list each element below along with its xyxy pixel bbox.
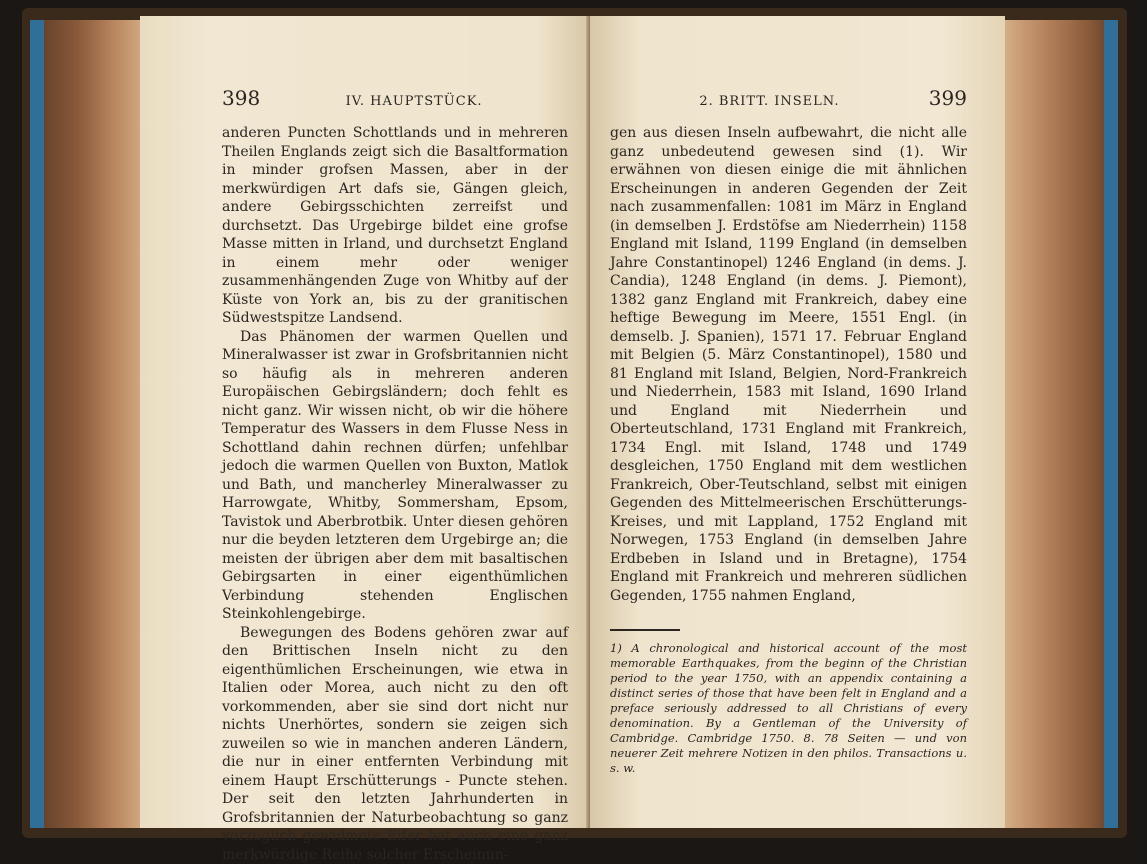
page-edges-left — [30, 20, 150, 828]
left-running-head: IV. HAUPTSTÜCK. — [346, 94, 483, 109]
left-page — [140, 16, 590, 828]
right-page — [590, 16, 1005, 828]
footnote — [610, 641, 967, 776]
page-edges-right — [1000, 20, 1118, 828]
right-page-text — [610, 124, 967, 605]
right-running-head: 2. BRITT. INSELN. — [699, 94, 839, 109]
left-page-number: 398 — [222, 86, 260, 110]
right-page-header — [610, 86, 967, 110]
paragraph: Bewegungen des Bodens gehören zwar auf den Brittischen Inseln nicht zu den eigenthümlichen Erscheinungen, wie etwa in Italien oder Morea, auch nicht zu den oft vorkommenden, aber sie sind dort nicht nur nichts Unerhörtes, sondern sie zeigen sich zuweilen so wie in manchen anderen Ländern, die nur in einer entfernten Verbindung mit einem Haupt Erschütterungs - Puncte stehen. Der seit den letzten Jahrhunderten in Grofsbritannien der Naturbeobachtung so ganz vorzüglich gewidmete Eifer hat auch eine ganz merkwürdige Reihe solcher Erscheinun- — [222, 624, 568, 864]
footnote-rule — [610, 629, 680, 631]
footnote-text: 1) A chronological and historical account of the most memorable Earthquakes, from the beginn of the Christian period to the year 1750, with an appendix containing a distinct series of those that have been felt in England and a preface seriously addressed to all Christians of every denomination. By a Gentleman of the University of Cambridge. Cambridge 1750. 8. 78 Seiten — und von neuerer Zeit mehrere Notizen in den philos. Transactions u. s. w. — [610, 641, 967, 776]
right-page-number: 399 — [929, 86, 967, 110]
paragraph: gen aus diesen Inseln aufbewahrt, die nicht alle ganz unbedeutend gewesen sind (1). Wir erwähnen von diesen einige die mit ähnlichen Erscheinungen in anderen Gegenden der Zeit nach zusammenfallen: 1081 im März in England (in demselben J. Erdstöfse am Niederrhein) 1158 England mit Island, 1199 England (in demselben Jahre Constantinopel) 1246 England (in dems. J. Candia), 1248 England (in dems. J. Piemont), 1382 ganz England mit Frankreich, dabey eine heftige Bewegung im Meere, 1551 Engl. (in demselb. J. Spanien), 1571 17. Februar England mit Belgien (5. März Constantinopel), 1580 und 81 England mit Island, Belgien, Nord-Frankreich und Niederrhein, 1583 mit Island, 1690 Irland und England mit Niederrhein und Oberteutschland, 1731 England mit Frankreich, 1734 Engl. mit Island, 1748 und 1749 desgleichen, 1750 England mit dem westlichen Frankreich, Ober-Teutschland, selbst mit einigen Gegenden des Mittelmeerischen Erschütterungs-Kreises, und mit Lappland, 1752 England mit Norwegen, 1753 England (in demselben Jahre Erdbeben in Island und in Bretagne), 1754 England mit Frankreich und mehreren südlichen Gegenden, 1755 nahmen England, — [610, 124, 967, 605]
paragraph: Das Phänomen der warmen Quellen und Mineralwasser ist zwar in Grofsbritannien nicht so häufig als in mehreren anderen Europäischen Gebirgsländern; doch fehlt es nicht ganz. Wir wissen nicht, ob wir die höhere Temperatur des Wassers in dem Flusse Ness in Schottland dahin rechnen dürfen; unfehlbar jedoch die warmen Quellen von Buxton, Matlok und Bath, und mancherley Mineralwasser zu Harrowgate, Whitby, Sommersham, Epsom, Tavistok und Aberbrotbik. Unter diesen gehören nur die beyden letzteren dem Urgebirge an; die meisten der übrigen aber dem mit basaltischen Gebirgsarten in einer eigenthümlichen Verbindung stehenden Englischen Steinkohlengebirge. — [222, 328, 568, 624]
paragraph: anderen Puncten Schottlands und in mehreren Theilen Englands zeigt sich die Basaltformation in minder grofsen Massen, aber in der merkwürdigen Art dafs sie, Gängen gleich, andere Gebirgsschichten zerreifst und durchsetzt. Das Urgebirge bildet eine grofse Masse mitten in Irland, und durchsetzt England in einem mehr oder weniger zusammenhängenden Zuge von Whitby auf der Küste von York an, bis zu der granitischen Südwestspitze Landsend. — [222, 124, 568, 328]
left-page-text — [222, 124, 568, 864]
left-page-header — [222, 86, 568, 110]
